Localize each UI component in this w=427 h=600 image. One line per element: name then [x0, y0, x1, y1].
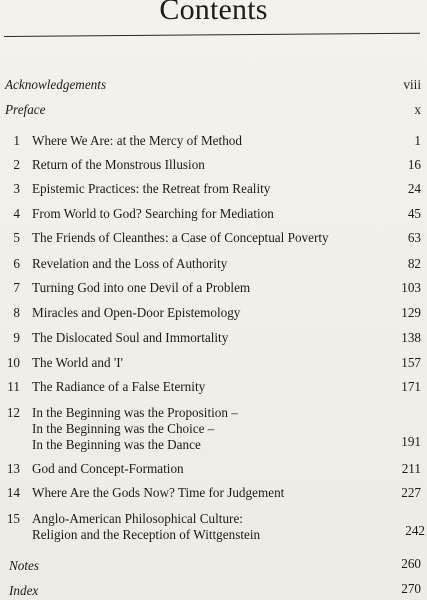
chapter-number: 3	[13, 181, 20, 196]
chapter-page: 16	[407, 157, 421, 172]
entry-page: x	[414, 102, 421, 117]
chapter-number: 9	[13, 330, 20, 345]
chapter-title: The Friends of Cleanthes: a Case of Conceptual Poverty	[32, 230, 329, 245]
chapter-title: Miracles and Open-Door Epistemology	[32, 305, 241, 320]
chapter-title: Return of the Monstrous Illusion	[32, 157, 205, 172]
chapter-number: 10	[6, 355, 20, 370]
chapter-page: 138	[401, 330, 421, 345]
chapter-page: 63	[407, 230, 421, 245]
chapter-number: 2	[13, 157, 20, 172]
entry-title: Acknowledgements	[5, 77, 107, 92]
chapter-number: 6	[13, 256, 20, 271]
chapter-number: 1	[13, 133, 20, 148]
chapter-page: 211	[401, 461, 421, 476]
chapter-title: Revelation and the Loss of Authority	[32, 256, 228, 271]
chapter-number: 12	[6, 405, 20, 420]
chapter-number: 5	[13, 230, 20, 245]
title-rule	[4, 33, 420, 37]
chapter-title: The Radiance of a False Eternity	[32, 379, 206, 394]
chapter-title: In the Beginning was the Proposition – In the Beginning was the Choice – In the Beginning was the Dance	[32, 405, 238, 452]
chapter-title: The Dislocated Soul and Immortality	[32, 330, 229, 345]
chapter-page: 1	[414, 133, 421, 148]
chapter-title: Turning God into one Devil of a Problem	[32, 280, 251, 295]
chapter-title: The World and 'I'	[32, 355, 123, 370]
chapter-page: 242	[405, 523, 425, 538]
chapter-number: 15	[6, 511, 20, 526]
chapter-number: 13	[6, 461, 20, 476]
chapter-number: 4	[13, 206, 20, 221]
chapter-title: Anglo-American Philosophical Culture: Religion and the Reception of Wittgenstein	[32, 511, 261, 542]
chapter-number: 7	[13, 280, 20, 295]
chapter-title: Where Are the Gods Now? Time for Judgement	[32, 485, 285, 500]
chapter-page: 157	[401, 355, 421, 370]
entry-page: viii	[403, 77, 421, 92]
page-title: Contents	[159, 0, 268, 26]
entry-title: Notes	[9, 558, 40, 573]
chapter-title: Where We Are: at the Mercy of Method	[32, 133, 242, 148]
entry-title: Preface	[5, 102, 46, 117]
chapter-title: God and Concept-Formation	[32, 461, 184, 476]
chapter-page: 227	[401, 485, 421, 500]
entry-title: Index	[9, 583, 39, 598]
entry-page: 260	[401, 556, 421, 571]
entry-page: 270	[401, 581, 421, 596]
chapter-page: 82	[407, 256, 421, 271]
chapter-number: 14	[6, 485, 20, 500]
chapter-number: 11	[7, 379, 20, 394]
chapter-page: 171	[401, 379, 421, 394]
chapter-title: Epistemic Practices: the Retreat from Reality	[32, 181, 271, 196]
chapter-page: 103	[401, 280, 421, 295]
chapter-page: 129	[401, 305, 421, 320]
chapter-page: 24	[407, 181, 421, 196]
chapter-page: 45	[407, 206, 421, 221]
chapter-number: 8	[13, 305, 20, 320]
chapter-page: 191	[401, 434, 421, 449]
chapter-title: From World to God? Searching for Mediation	[32, 206, 274, 221]
